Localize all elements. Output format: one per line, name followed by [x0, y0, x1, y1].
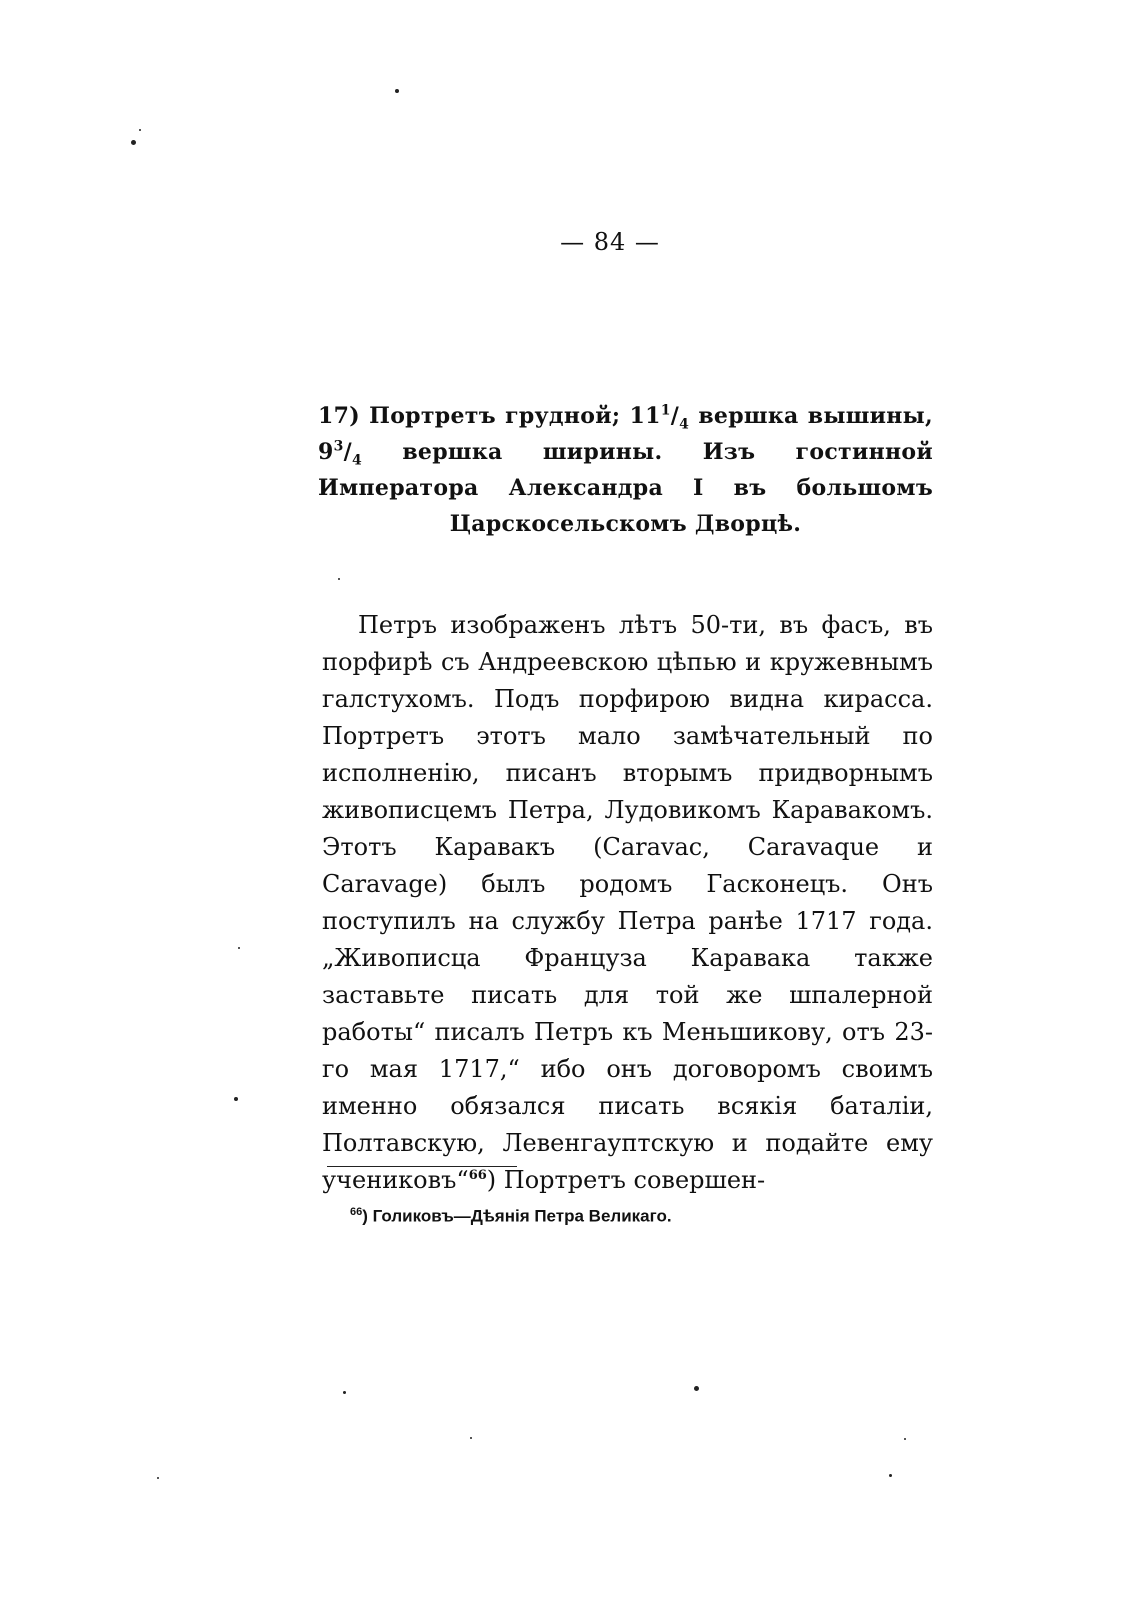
scan-speck [131, 140, 136, 145]
scan-speck [139, 129, 141, 131]
heading-fraction-2-numerator: 3 [333, 438, 344, 455]
scan-speck [157, 1477, 159, 1479]
heading-part-1: 17) Портретъ грудной; 11 [318, 403, 661, 429]
heading-fraction-2-slash: / [343, 439, 352, 465]
footnote-number: 66 [350, 1206, 363, 1218]
footnote-reference: 66 [468, 1168, 487, 1183]
body-text-tail: ) Портретъ совершен- [486, 1166, 766, 1194]
scan-speck [234, 1097, 238, 1101]
footnote-text: ) Голиковъ—Дѣянія Петра Великаго. [362, 1206, 672, 1226]
scan-speck [889, 1474, 892, 1477]
footnote-divider [327, 1166, 517, 1167]
footnote [350, 1206, 910, 1227]
heading-part-3: вершка ширины. Изъ гостинной Императора Александра I въ большомъ Царскосельскомъ Дворцѣ. [318, 439, 933, 537]
body-paragraph [322, 607, 933, 1199]
heading-fraction-1-denominator: 4 [679, 416, 690, 433]
body-text-main: Петръ изображенъ лѣтъ 50-ти, въ фасъ, въ порфирѣ съ Андреевскою цѣпью и кружевнымъ галстухомъ. Подъ порфирою видна кирасса. Портретъ этотъ мало замѣчательный по исполненію, писанъ вторымъ придворнымъ живописцемъ Петра, Лудовикомъ Каравакомъ. Этотъ Каравакъ (Caravac, Caravaque и Caravage) былъ родомъ Гасконецъ. Онъ поступилъ на службу Петра ранѣе 1717 года. „Живописца Француза Каравака также заставьте писать для той же шпалерной работы“ писалъ Петръ къ Меньшикову, отъ 23-го мая 1717,“ ибо онъ договоромъ своимъ именно обязался писать всякія баталіи, Полтавскую, Левенгауптскую и подайте ему учениковъ“ [322, 611, 933, 1194]
scan-speck [343, 1391, 346, 1394]
heading-fraction-2-denominator: 4 [352, 452, 363, 469]
heading-fraction-1-slash: / [670, 403, 680, 429]
heading-fraction-1-numerator: 1 [660, 402, 671, 419]
scan-speck [470, 1437, 472, 1439]
heading-part-2: вершка вышины, 9 [318, 403, 933, 465]
section-heading [318, 398, 933, 542]
scan-speck [694, 1386, 699, 1391]
page-number: — 84 — [560, 228, 660, 256]
scan-speck [238, 947, 240, 949]
scan-speck [338, 578, 340, 580]
scan-speck [395, 89, 399, 93]
scan-speck [904, 1438, 906, 1440]
